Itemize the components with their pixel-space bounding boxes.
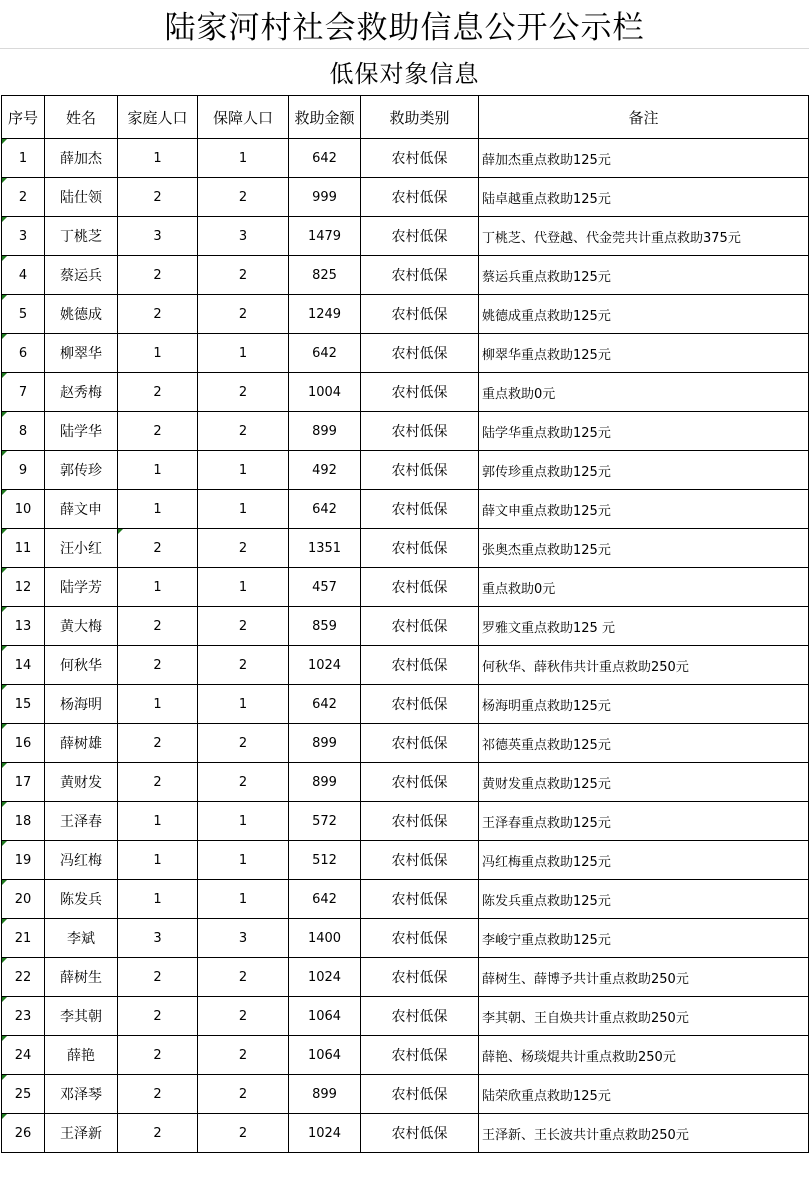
cell-family: 2 bbox=[118, 724, 198, 763]
cell-type: 农村低保 bbox=[361, 529, 479, 568]
cell-no: 1 bbox=[2, 139, 45, 178]
cell-covered: 2 bbox=[198, 178, 289, 217]
cell-family: 2 bbox=[118, 1075, 198, 1114]
cell-no: 2 bbox=[2, 178, 45, 217]
cell-note: 张奥杰重点救助125元 bbox=[479, 529, 809, 568]
cell-name: 赵秀梅 bbox=[45, 373, 118, 412]
cell-name: 柳翠华 bbox=[45, 334, 118, 373]
cell-type: 农村低保 bbox=[361, 295, 479, 334]
cell-covered: 2 bbox=[198, 607, 289, 646]
table-body bbox=[2, 139, 809, 1153]
cell-covered: 1 bbox=[198, 490, 289, 529]
cell-note: 王泽新、王长波共计重点救助250元 bbox=[479, 1114, 809, 1153]
cell-amount: 642 bbox=[289, 490, 361, 529]
cell-type: 农村低保 bbox=[361, 607, 479, 646]
cell-amount: 999 bbox=[289, 178, 361, 217]
cell-note: 薛加杰重点救助125元 bbox=[479, 139, 809, 178]
cell-name: 郭传珍 bbox=[45, 451, 118, 490]
cell-type: 农村低保 bbox=[361, 685, 479, 724]
table-row bbox=[2, 1075, 809, 1114]
table-row bbox=[2, 412, 809, 451]
cell-no: 6 bbox=[2, 334, 45, 373]
cell-family: 2 bbox=[118, 178, 198, 217]
cell-family: 1 bbox=[118, 685, 198, 724]
cell-family: 3 bbox=[118, 217, 198, 256]
cell-type: 农村低保 bbox=[361, 1036, 479, 1075]
cell-note: 祁德英重点救助125元 bbox=[479, 724, 809, 763]
cell-amount: 899 bbox=[289, 763, 361, 802]
cell-covered: 2 bbox=[198, 256, 289, 295]
table-row bbox=[2, 217, 809, 256]
cell-note: 冯红梅重点救助125元 bbox=[479, 841, 809, 880]
column-header-covered: 保障人口 bbox=[198, 96, 289, 139]
cell-name: 王泽新 bbox=[45, 1114, 118, 1153]
table-header-row bbox=[2, 96, 809, 139]
cell-covered: 2 bbox=[198, 1075, 289, 1114]
cell-family: 2 bbox=[118, 412, 198, 451]
cell-amount: 899 bbox=[289, 724, 361, 763]
cell-type: 农村低保 bbox=[361, 373, 479, 412]
cell-covered: 2 bbox=[198, 412, 289, 451]
cell-type: 农村低保 bbox=[361, 256, 479, 295]
cell-covered: 1 bbox=[198, 802, 289, 841]
cell-amount: 1024 bbox=[289, 646, 361, 685]
cell-no: 15 bbox=[2, 685, 45, 724]
cell-name: 薛树生 bbox=[45, 958, 118, 997]
cell-no: 22 bbox=[2, 958, 45, 997]
cell-name: 冯红梅 bbox=[45, 841, 118, 880]
cell-amount: 642 bbox=[289, 334, 361, 373]
cell-amount: 1351 bbox=[289, 529, 361, 568]
cell-type: 农村低保 bbox=[361, 334, 479, 373]
cell-no: 18 bbox=[2, 802, 45, 841]
cell-note: 黄财发重点救助125元 bbox=[479, 763, 809, 802]
table-row bbox=[2, 1114, 809, 1153]
cell-no: 8 bbox=[2, 412, 45, 451]
cell-note: 薛树生、薛博予共计重点救助250元 bbox=[479, 958, 809, 997]
cell-family: 1 bbox=[118, 880, 198, 919]
cell-family: 2 bbox=[118, 958, 198, 997]
cell-no: 11 bbox=[2, 529, 45, 568]
cell-name: 何秋华 bbox=[45, 646, 118, 685]
cell-note: 重点救助0元 bbox=[479, 568, 809, 607]
cell-no: 21 bbox=[2, 919, 45, 958]
cell-type: 农村低保 bbox=[361, 451, 479, 490]
cell-no: 16 bbox=[2, 724, 45, 763]
cell-name: 陆学芳 bbox=[45, 568, 118, 607]
table-row bbox=[2, 373, 809, 412]
cell-no: 5 bbox=[2, 295, 45, 334]
cell-name: 薛树雄 bbox=[45, 724, 118, 763]
cell-type: 农村低保 bbox=[361, 763, 479, 802]
cell-amount: 492 bbox=[289, 451, 361, 490]
cell-type: 农村低保 bbox=[361, 646, 479, 685]
cell-name: 丁桃芝 bbox=[45, 217, 118, 256]
table-row bbox=[2, 802, 809, 841]
cell-covered: 3 bbox=[198, 919, 289, 958]
cell-family: 1 bbox=[118, 334, 198, 373]
cell-note: 薛文申重点救助125元 bbox=[479, 490, 809, 529]
table-row bbox=[2, 256, 809, 295]
cell-covered: 2 bbox=[198, 724, 289, 763]
table-row bbox=[2, 1036, 809, 1075]
cell-note: 陈发兵重点救助125元 bbox=[479, 880, 809, 919]
cell-family: 2 bbox=[118, 256, 198, 295]
cell-covered: 2 bbox=[198, 1114, 289, 1153]
cell-note: 郭传珍重点救助125元 bbox=[479, 451, 809, 490]
cell-amount: 642 bbox=[289, 880, 361, 919]
cell-note: 丁桃芝、代登越、代金莞共计重点救助375元 bbox=[479, 217, 809, 256]
cell-type: 农村低保 bbox=[361, 802, 479, 841]
cell-family: 1 bbox=[118, 451, 198, 490]
cell-covered: 2 bbox=[198, 529, 289, 568]
cell-name: 陆仕领 bbox=[45, 178, 118, 217]
cell-family: 2 bbox=[118, 529, 198, 568]
cell-type: 农村低保 bbox=[361, 490, 479, 529]
cell-note: 姚德成重点救助125元 bbox=[479, 295, 809, 334]
cell-family: 2 bbox=[118, 646, 198, 685]
cell-no: 9 bbox=[2, 451, 45, 490]
cell-family: 1 bbox=[118, 568, 198, 607]
table-row bbox=[2, 958, 809, 997]
cell-name: 邓泽琴 bbox=[45, 1075, 118, 1114]
cell-note: 重点救助0元 bbox=[479, 373, 809, 412]
cell-no: 24 bbox=[2, 1036, 45, 1075]
cell-covered: 1 bbox=[198, 685, 289, 724]
cell-no: 7 bbox=[2, 373, 45, 412]
cell-no: 14 bbox=[2, 646, 45, 685]
cell-type: 农村低保 bbox=[361, 1114, 479, 1153]
column-header-family: 家庭人口 bbox=[118, 96, 198, 139]
table-row bbox=[2, 178, 809, 217]
assistance-table bbox=[1, 95, 809, 1153]
table-row bbox=[2, 763, 809, 802]
cell-covered: 1 bbox=[198, 841, 289, 880]
cell-covered: 1 bbox=[198, 139, 289, 178]
table-row bbox=[2, 841, 809, 880]
cell-no: 17 bbox=[2, 763, 45, 802]
cell-name: 黄大梅 bbox=[45, 607, 118, 646]
cell-amount: 899 bbox=[289, 1075, 361, 1114]
cell-name: 李其朝 bbox=[45, 997, 118, 1036]
cell-covered: 2 bbox=[198, 373, 289, 412]
table-row bbox=[2, 919, 809, 958]
cell-family: 2 bbox=[118, 1114, 198, 1153]
cell-note: 李其朝、王自焕共计重点救助250元 bbox=[479, 997, 809, 1036]
table-row bbox=[2, 607, 809, 646]
column-header-type: 救助类别 bbox=[361, 96, 479, 139]
cell-no: 10 bbox=[2, 490, 45, 529]
cell-family: 2 bbox=[118, 1036, 198, 1075]
column-header-note: 备注 bbox=[479, 96, 809, 139]
cell-type: 农村低保 bbox=[361, 178, 479, 217]
cell-amount: 1024 bbox=[289, 1114, 361, 1153]
cell-covered: 1 bbox=[198, 568, 289, 607]
cell-name: 陈发兵 bbox=[45, 880, 118, 919]
table-row bbox=[2, 568, 809, 607]
cell-note: 王泽春重点救助125元 bbox=[479, 802, 809, 841]
cell-amount: 1249 bbox=[289, 295, 361, 334]
cell-type: 农村低保 bbox=[361, 997, 479, 1036]
table-row bbox=[2, 139, 809, 178]
table-row bbox=[2, 490, 809, 529]
cell-type: 农村低保 bbox=[361, 841, 479, 880]
cell-covered: 2 bbox=[198, 1036, 289, 1075]
cell-note: 杨海明重点救助125元 bbox=[479, 685, 809, 724]
cell-type: 农村低保 bbox=[361, 412, 479, 451]
table-row bbox=[2, 334, 809, 373]
column-header-amount: 救助金额 bbox=[289, 96, 361, 139]
table-row bbox=[2, 685, 809, 724]
cell-type: 农村低保 bbox=[361, 724, 479, 763]
cell-covered: 2 bbox=[198, 958, 289, 997]
table-row bbox=[2, 295, 809, 334]
table-row bbox=[2, 880, 809, 919]
cell-note: 陆卓越重点救助125元 bbox=[479, 178, 809, 217]
cell-no: 26 bbox=[2, 1114, 45, 1153]
cell-no: 13 bbox=[2, 607, 45, 646]
cell-family: 2 bbox=[118, 997, 198, 1036]
column-header-name: 姓名 bbox=[45, 96, 118, 139]
cell-type: 农村低保 bbox=[361, 958, 479, 997]
cell-no: 3 bbox=[2, 217, 45, 256]
section-subtitle: 低保对象信息 bbox=[329, 60, 480, 88]
cell-type: 农村低保 bbox=[361, 568, 479, 607]
cell-family: 2 bbox=[118, 607, 198, 646]
cell-covered: 1 bbox=[198, 451, 289, 490]
cell-note: 蔡运兵重点救助125元 bbox=[479, 256, 809, 295]
cell-name: 姚德成 bbox=[45, 295, 118, 334]
cell-note: 罗雅文重点救助125 元 bbox=[479, 607, 809, 646]
cell-note: 李峻宁重点救助125元 bbox=[479, 919, 809, 958]
cell-name: 蔡运兵 bbox=[45, 256, 118, 295]
cell-name: 李斌 bbox=[45, 919, 118, 958]
cell-type: 农村低保 bbox=[361, 919, 479, 958]
cell-note: 薛艳、杨琰焜共计重点救助250元 bbox=[479, 1036, 809, 1075]
cell-name: 黄财发 bbox=[45, 763, 118, 802]
cell-amount: 642 bbox=[289, 139, 361, 178]
cell-amount: 1004 bbox=[289, 373, 361, 412]
cell-no: 25 bbox=[2, 1075, 45, 1114]
cell-covered: 2 bbox=[198, 646, 289, 685]
cell-no: 23 bbox=[2, 997, 45, 1036]
cell-note: 柳翠华重点救助125元 bbox=[479, 334, 809, 373]
cell-covered: 2 bbox=[198, 997, 289, 1036]
cell-amount: 457 bbox=[289, 568, 361, 607]
cell-type: 农村低保 bbox=[361, 880, 479, 919]
cell-no: 4 bbox=[2, 256, 45, 295]
cell-family: 1 bbox=[118, 139, 198, 178]
cell-note: 陆荣欣重点救助125元 bbox=[479, 1075, 809, 1114]
cell-name: 薛艳 bbox=[45, 1036, 118, 1075]
cell-family: 2 bbox=[118, 763, 198, 802]
table-row bbox=[2, 451, 809, 490]
cell-covered: 1 bbox=[198, 334, 289, 373]
cell-family: 1 bbox=[118, 490, 198, 529]
cell-no: 19 bbox=[2, 841, 45, 880]
cell-family: 3 bbox=[118, 919, 198, 958]
cell-note: 何秋华、薛秋伟共计重点救助250元 bbox=[479, 646, 809, 685]
cell-amount: 899 bbox=[289, 412, 361, 451]
cell-name: 杨海明 bbox=[45, 685, 118, 724]
cell-type: 农村低保 bbox=[361, 1075, 479, 1114]
cell-family: 1 bbox=[118, 802, 198, 841]
cell-no: 12 bbox=[2, 568, 45, 607]
table-row bbox=[2, 997, 809, 1036]
cell-name: 王泽春 bbox=[45, 802, 118, 841]
cell-name: 汪小红 bbox=[45, 529, 118, 568]
cell-amount: 512 bbox=[289, 841, 361, 880]
cell-name: 薛加杰 bbox=[45, 139, 118, 178]
cell-amount: 1064 bbox=[289, 997, 361, 1036]
column-header-no: 序号 bbox=[2, 96, 45, 139]
cell-family: 1 bbox=[118, 841, 198, 880]
cell-type: 农村低保 bbox=[361, 139, 479, 178]
cell-covered: 2 bbox=[198, 763, 289, 802]
table-row bbox=[2, 646, 809, 685]
cell-covered: 3 bbox=[198, 217, 289, 256]
cell-amount: 1479 bbox=[289, 217, 361, 256]
cell-type: 农村低保 bbox=[361, 217, 479, 256]
cell-amount: 572 bbox=[289, 802, 361, 841]
cell-amount: 825 bbox=[289, 256, 361, 295]
cell-amount: 1064 bbox=[289, 1036, 361, 1075]
table-row bbox=[2, 529, 809, 568]
cell-family: 2 bbox=[118, 295, 198, 334]
cell-amount: 642 bbox=[289, 685, 361, 724]
cell-amount: 859 bbox=[289, 607, 361, 646]
cell-name: 陆学华 bbox=[45, 412, 118, 451]
table-row bbox=[2, 724, 809, 763]
cell-covered: 1 bbox=[198, 880, 289, 919]
cell-no: 20 bbox=[2, 880, 45, 919]
cell-amount: 1400 bbox=[289, 919, 361, 958]
cell-family: 2 bbox=[118, 373, 198, 412]
cell-covered: 2 bbox=[198, 295, 289, 334]
cell-amount: 1024 bbox=[289, 958, 361, 997]
page-title: 陆家河村社会救助信息公开公示栏 bbox=[0, 0, 809, 49]
cell-note: 陆学华重点救助125元 bbox=[479, 412, 809, 451]
cell-name: 薛文申 bbox=[45, 490, 118, 529]
